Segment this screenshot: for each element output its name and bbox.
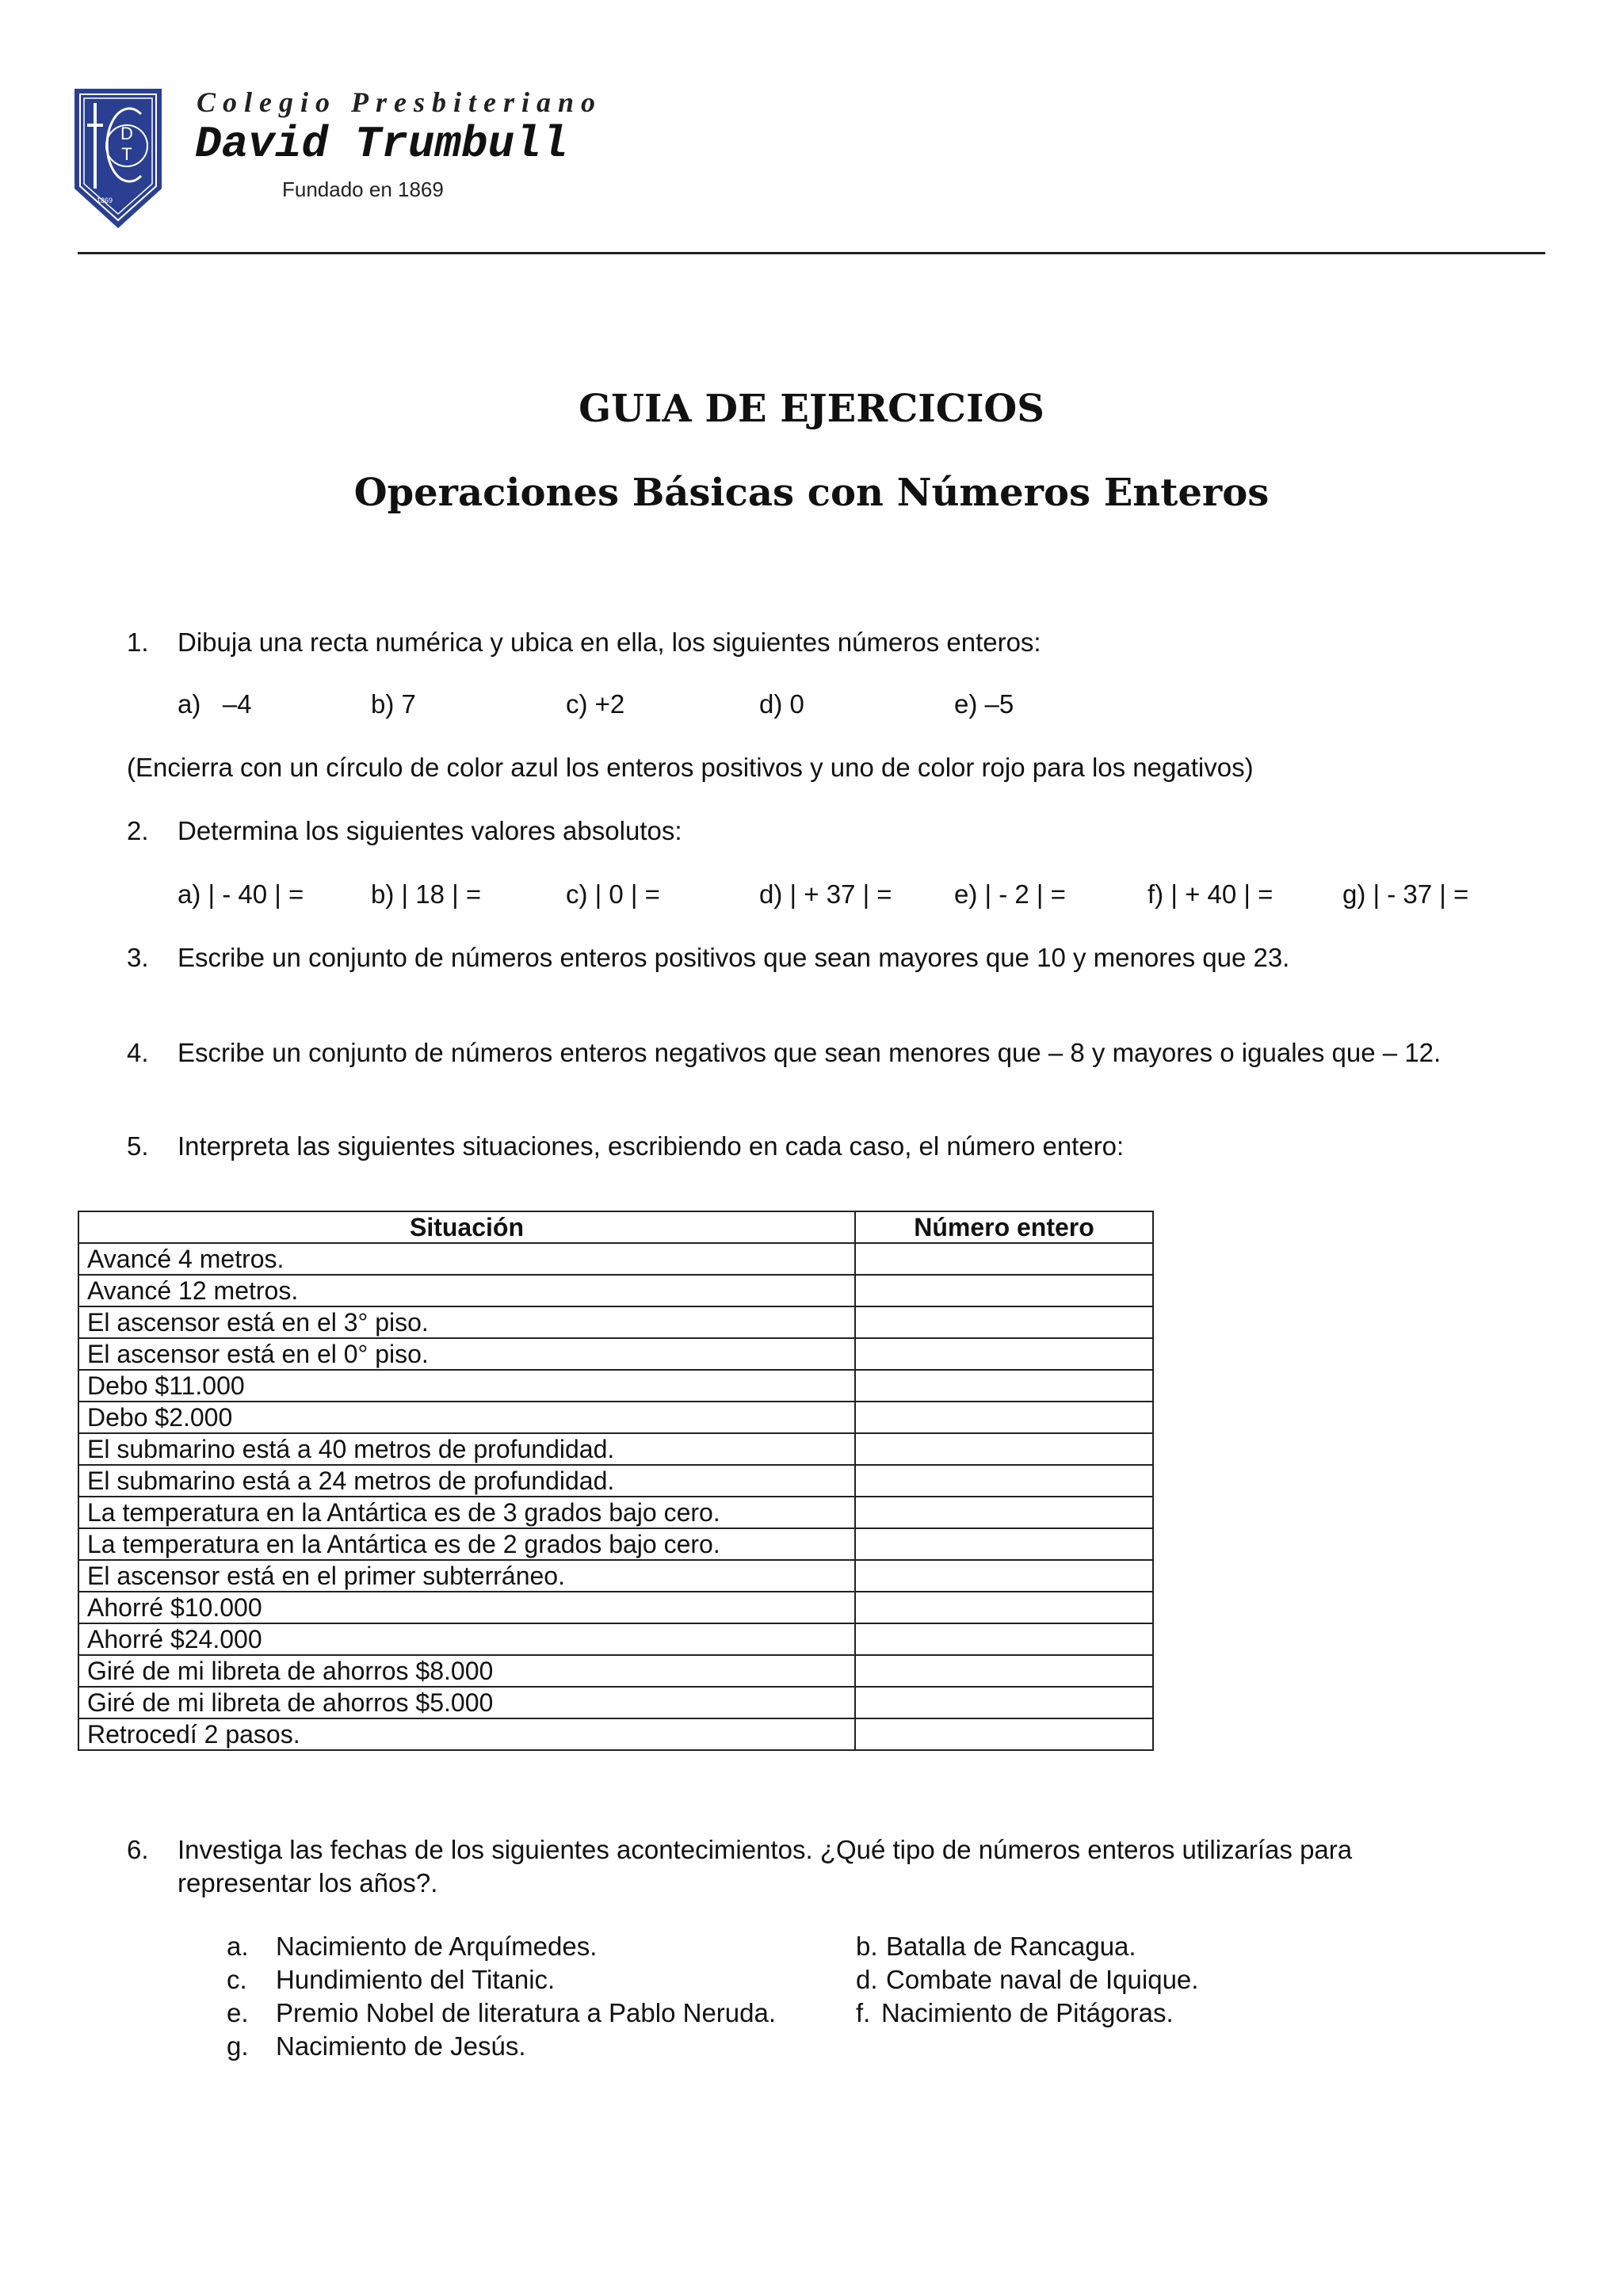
table-row <box>78 1243 1153 1275</box>
situation-cell: El ascensor está en el primer subterráneo. <box>78 1560 855 1592</box>
q2-option-d: d) | + 37 | = <box>759 879 892 909</box>
table-row <box>78 1465 1153 1497</box>
situation-cell: Ahorré $24.000 <box>78 1623 855 1655</box>
answer-cell <box>855 1370 1153 1402</box>
q2-option-a: a) | - 40 | = <box>178 879 304 909</box>
q2-option-c: c) | 0 | = <box>566 879 660 909</box>
q6-item-g-label: g. <box>227 2031 249 2061</box>
answer-cell <box>855 1655 1153 1687</box>
table-row <box>78 1623 1153 1655</box>
q1-option-d: d) 0 <box>759 689 804 719</box>
table-row <box>78 1402 1153 1433</box>
q6-item-e-label: e. <box>227 1998 249 2027</box>
q6-item-a-text: Nacimiento de Arquímedes. <box>276 1932 598 1961</box>
situation-cell: Debo $11.000 <box>78 1370 855 1402</box>
situation-cell: La temperatura en la Antártica es de 3 grados bajo cero. <box>78 1497 855 1528</box>
answer-cell <box>855 1687 1153 1718</box>
q6-item-d-label: d. <box>856 1965 878 1994</box>
situation-cell: Avancé 4 metros. <box>78 1243 855 1275</box>
q2-option-g: g) | - 37 | = <box>1342 879 1469 909</box>
school-crest-logo <box>73 87 163 230</box>
situation-cell: El ascensor está en el 0° piso. <box>78 1338 855 1370</box>
situation-cell: Debo $2.000 <box>78 1402 855 1433</box>
answer-cell <box>855 1306 1153 1338</box>
answer-cell <box>855 1592 1153 1623</box>
situation-cell: El submarino está a 40 metros de profundidad. <box>78 1433 855 1465</box>
table-body <box>78 1243 1153 1750</box>
table-row <box>78 1718 1153 1750</box>
q2-option-e: e) | - 2 | = <box>954 879 1066 909</box>
answer-cell <box>855 1338 1153 1370</box>
answer-cell <box>855 1718 1153 1750</box>
table-row <box>78 1433 1153 1465</box>
q6-item-f-text: Nacimiento de Pitágoras. <box>881 1998 1174 2027</box>
q2-option-f: f) | + 40 | = <box>1148 879 1274 909</box>
q6-text-line1: Investiga las fechas de los siguientes acontecimientos. ¿Qué tipo de números enteros utilizarías para <box>178 1835 1353 1864</box>
q1-option-e: e) –5 <box>954 689 1014 719</box>
situation-cell: Giré de mi libreta de ahorros $8.000 <box>78 1655 855 1687</box>
q6-item-b-text: Batalla de Rancagua. <box>886 1932 1136 1961</box>
answer-cell <box>855 1497 1153 1528</box>
q2-number: 2. <box>127 816 149 845</box>
q6-item-e-text: Premio Nobel de literatura a Pablo Neruda. <box>276 1998 777 2027</box>
situation-cell: El submarino está a 24 metros de profundidad. <box>78 1465 855 1497</box>
answer-cell <box>855 1623 1153 1655</box>
school-founded: Fundado en 1869 <box>282 177 444 201</box>
table-row <box>78 1560 1153 1592</box>
q5-number: 5. <box>127 1131 149 1161</box>
q2-text: Determina los siguientes valores absolutos: <box>178 816 682 845</box>
q1-option-a: a) –4 <box>178 689 252 719</box>
q6-item-c-label: c. <box>227 1965 247 1994</box>
header-situacion: Situación <box>78 1211 855 1243</box>
header-divider <box>78 252 1545 254</box>
answer-cell <box>855 1433 1153 1465</box>
logo-year: 1869 <box>96 196 113 204</box>
situation-cell: La temperatura en la Antártica es de 2 grados bajo cero. <box>78 1528 855 1560</box>
situation-cell: Avancé 12 metros. <box>78 1275 855 1306</box>
q1-number: 1. <box>127 627 149 657</box>
q5-text: Interpreta las siguientes situaciones, escribiendo en cada caso, el número entero: <box>178 1131 1125 1161</box>
situation-cell: El ascensor está en el 3° piso. <box>78 1306 855 1338</box>
school-name: David Trumbull <box>195 119 568 170</box>
page-subtitle: Operaciones Básicas con Números Enteros <box>353 471 1270 515</box>
table-row <box>78 1687 1153 1718</box>
q6-item-f-label: f. <box>856 1998 871 2027</box>
answer-cell <box>855 1402 1153 1433</box>
q6-item-b-label: b. <box>856 1932 878 1961</box>
table-row <box>78 1592 1153 1623</box>
answer-cell <box>855 1275 1153 1306</box>
q3-text: Escribe un conjunto de números enteros positivos que sean mayores que 10 y menores que 23. <box>178 943 1290 972</box>
q6-item-g-text: Nacimiento de Jesús. <box>276 2031 526 2061</box>
table-row <box>78 1655 1153 1687</box>
q6-item-d-text: Combate naval de Iquique. <box>886 1965 1199 1994</box>
answer-cell <box>855 1243 1153 1275</box>
answer-cell <box>855 1560 1153 1592</box>
situation-cell: Giré de mi libreta de ahorros $5.000 <box>78 1687 855 1718</box>
q4-text: Escribe un conjunto de números enteros negativos que sean menores que – 8 y mayores o iguales que – 12. <box>178 1038 1442 1067</box>
page-title: GUIA DE EJERCICIOS <box>579 387 1044 431</box>
answer-cell <box>855 1528 1153 1560</box>
situations-table <box>78 1211 1154 1751</box>
q3-number: 3. <box>127 943 149 972</box>
situation-cell: Retrocedí 2 pasos. <box>78 1718 855 1750</box>
svg-text:T: T <box>121 144 132 164</box>
q1-option-b: b) 7 <box>371 689 416 719</box>
q6-item-c-text: Hundimiento del Titanic. <box>276 1965 556 1994</box>
table-row <box>78 1338 1153 1370</box>
q1-note: (Encierra con un círculo de color azul los enteros positivos y uno de color rojo para los negativos) <box>127 753 1254 782</box>
q6-text-line2: representar los años?. <box>178 1868 438 1897</box>
situation-cell: Ahorré $10.000 <box>78 1592 855 1623</box>
table-row <box>78 1275 1153 1306</box>
answer-cell <box>855 1465 1153 1497</box>
q1-option-c: c) +2 <box>566 689 625 719</box>
q6-item-a-label: a. <box>227 1932 249 1961</box>
school-type: Colegio Presbiteriano <box>197 86 602 118</box>
svg-text:D: D <box>120 124 133 143</box>
table-header-row <box>78 1211 1153 1243</box>
table-row <box>78 1497 1153 1528</box>
header-numero-entero: Número entero <box>855 1211 1153 1243</box>
q6-number: 6. <box>127 1835 149 1864</box>
table-row <box>78 1306 1153 1338</box>
table-row <box>78 1528 1153 1560</box>
q4-number: 4. <box>127 1038 149 1067</box>
q1-text: Dibuja una recta numérica y ubica en ella, los siguientes números enteros: <box>178 627 1041 657</box>
q2-option-b: b) | 18 | = <box>371 879 482 909</box>
table-row <box>78 1370 1153 1402</box>
